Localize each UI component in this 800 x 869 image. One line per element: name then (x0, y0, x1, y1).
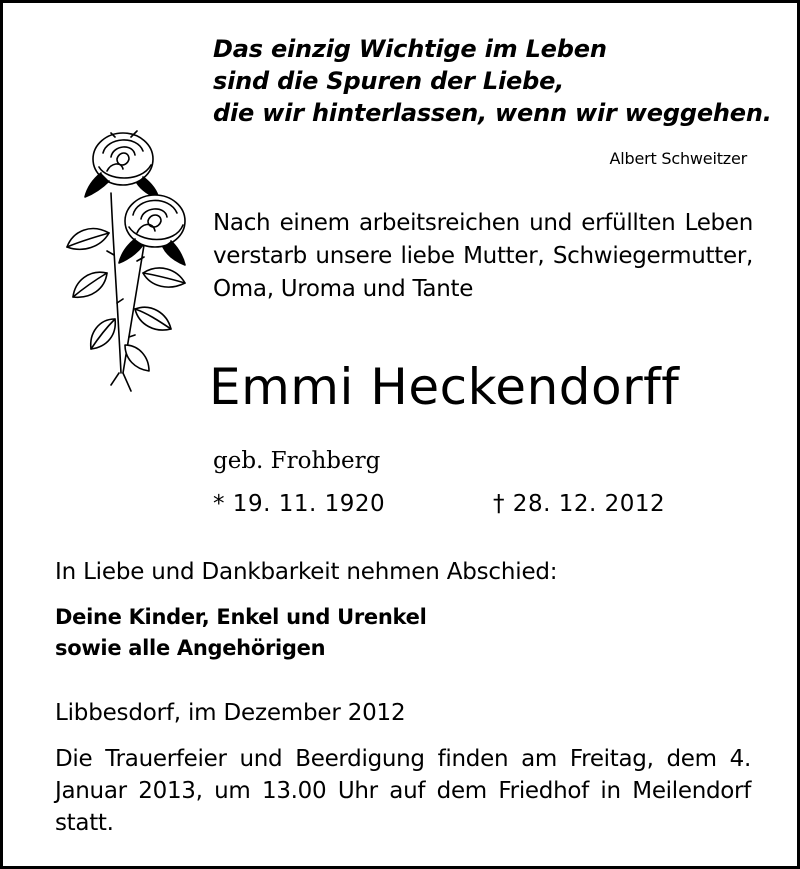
mourners (55, 602, 426, 664)
birth-date: * 19. 11. 1920 (213, 491, 386, 517)
quote (213, 33, 772, 129)
funeral-text: Die Trauerfeier und Beerdigung finden am Freitag, dem 4. Januar 2013, um 13.00 Uhr auf dem Friedhof in Meilendorf statt. (55, 746, 751, 836)
death-date: † 28. 12. 2012 (493, 491, 666, 517)
mourners-line: sowie alle Angehörigen (55, 636, 326, 660)
quote-author: Albert Schweitzer (609, 149, 747, 168)
quote-line: sind die Spuren der Liebe, (213, 67, 565, 95)
rose-icon (51, 123, 201, 393)
birth-name: geb. Frohberg (213, 448, 381, 474)
quote-line: Das einzig Wichtige im Leben (213, 35, 607, 63)
quote-line: die wir hinterlassen, wenn wir weggehen. (213, 99, 772, 127)
farewell-text: In Liebe und Dankbarkeit nehmen Abschied: (55, 559, 558, 585)
intro-text: Nach einem arbeitsreichen und erfüllten Leben verstarb unsere liebe Mutter, Schwiegermutter, Oma, Uroma und Tante (213, 210, 753, 302)
place-date: Libbesdorf, im Dezember 2012 (55, 700, 406, 726)
mourners-line: Deine Kinder, Enkel und Urenkel (55, 605, 427, 629)
deceased-name: Emmi Heckendorff (209, 358, 680, 416)
